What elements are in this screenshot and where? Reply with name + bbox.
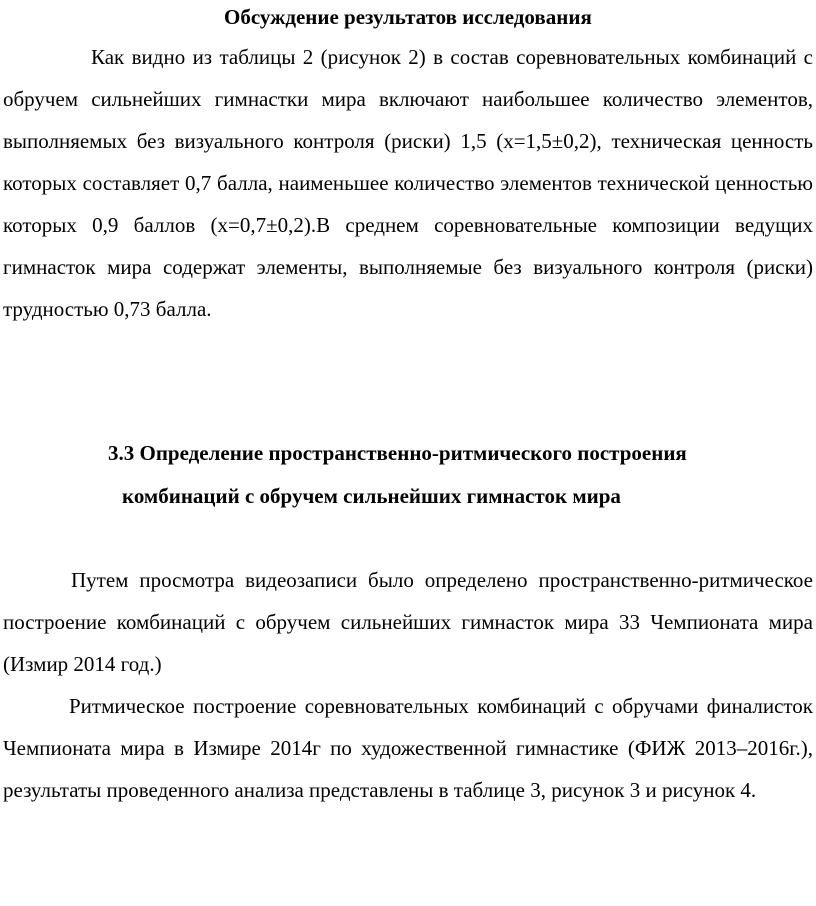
section-heading: Обсуждение результатов исследования [224, 5, 592, 29]
paragraph-discussion: Как видно из таблицы 2 (рисунок 2) в состав соревновательных комбинаций с обручем сильнейших гимнастки мира включают наибольшее количество элементов, выполняемых без визуального контроля (риски) 1,5 (x=1,5±0,2), техническая ценность которых составляет 0,7 балла, наименьшее количество элементов технической ценностью которых 0,9 баллов (x=0,7±0,2).В среднем соревновательные композиции ведущих гимнасток мира содержат элементы, выполняемые без визуального контроля (риски) трудностью 0,73 балла. [3, 45, 813, 321]
paragraph-video-analysis: Путем просмотра видеозаписи было определено пространственно-ритмическое построение комбинаций с обручем сильнейших гимнасток мира 33 Чемпионата мира (Измир 2014 год.) [3, 568, 813, 676]
subsection-heading-line1: 3.3 Определение пространственно-ритмического построения [108, 441, 687, 465]
paragraph-rhythmic-structure: Ритмическое построение соревновательных комбинаций с обручами финалисток Чемпионата мира в Измире 2014г по художественной гимнастике (ФИЖ 2013–2016г.), результаты проведенного анализа представлены в таблице 3, рисунок 3 и рисунок 4. [3, 694, 813, 802]
subsection-heading-line2: комбинаций с обручем сильнейших гимнасток мира [122, 484, 621, 508]
